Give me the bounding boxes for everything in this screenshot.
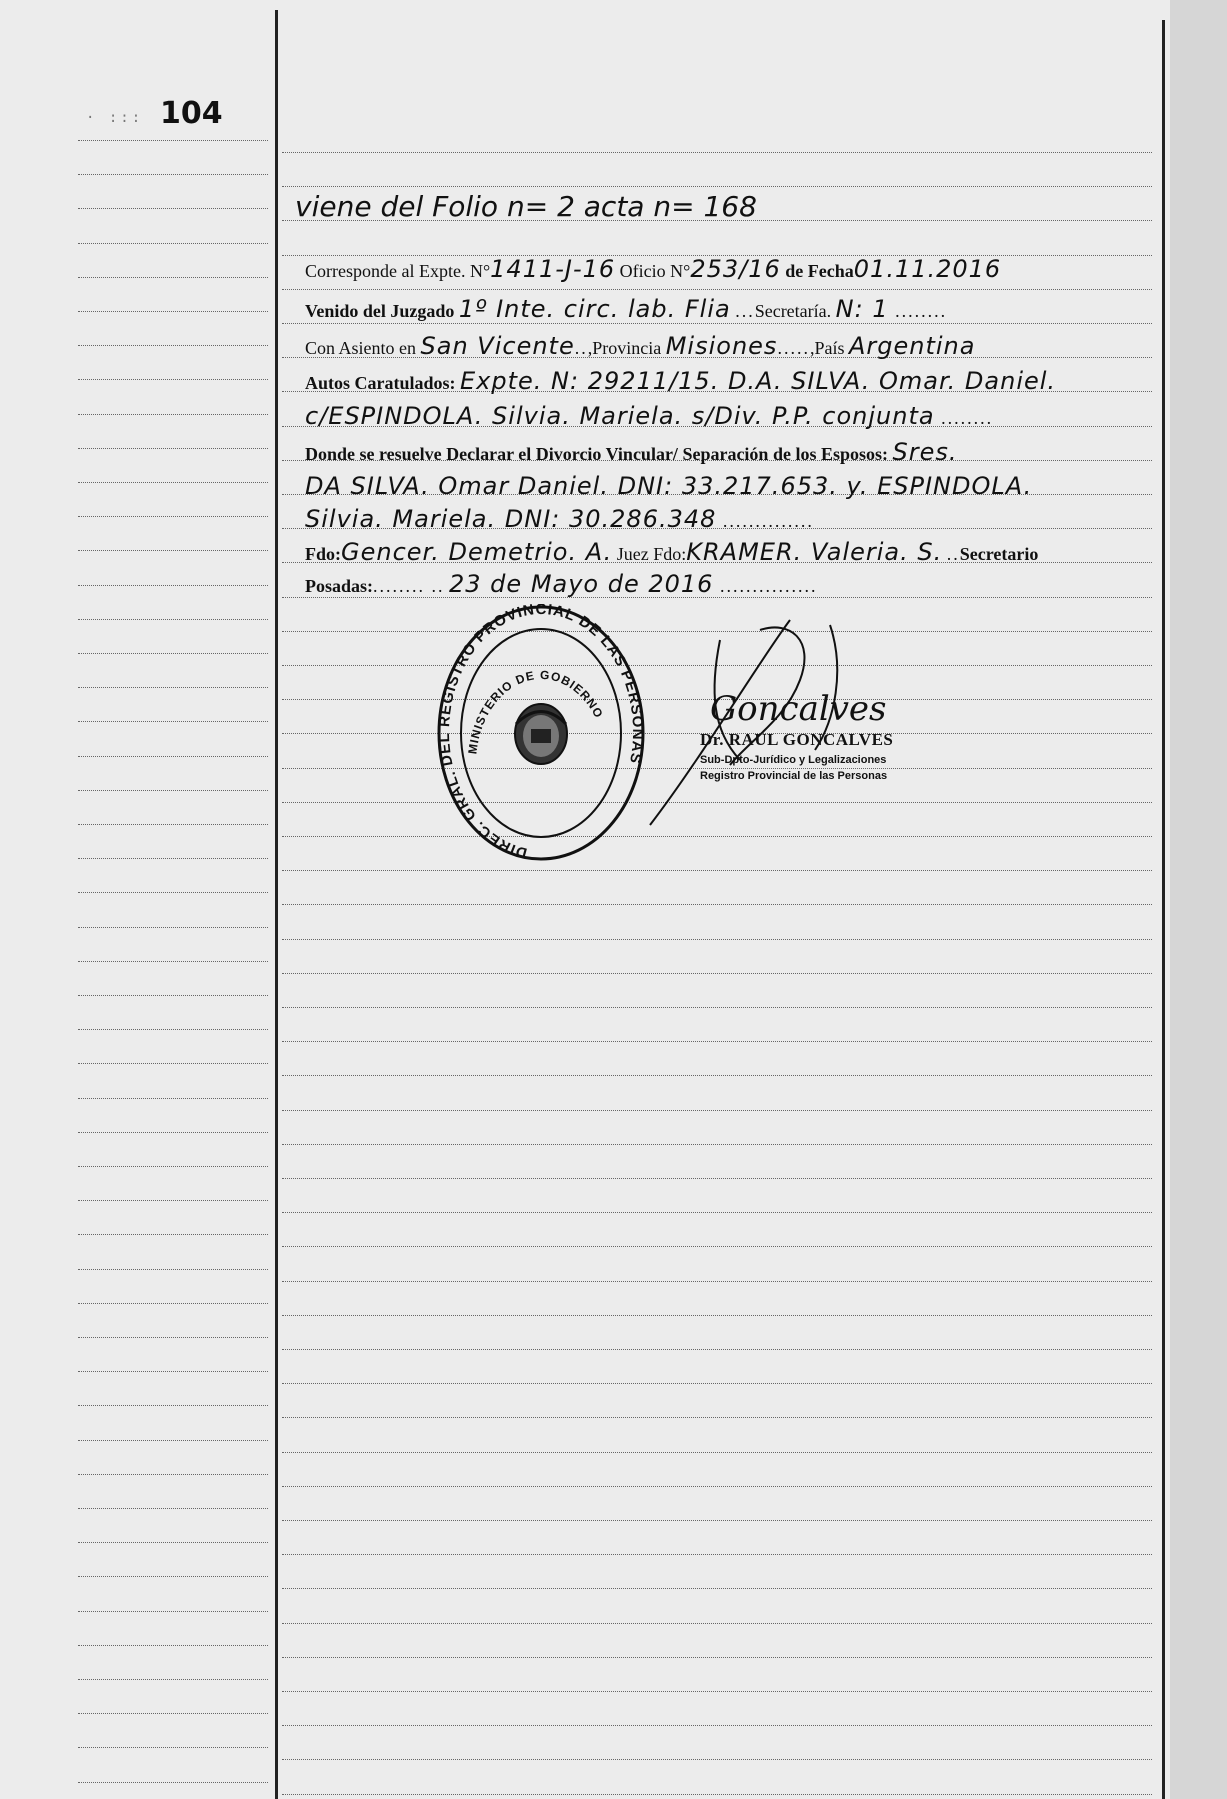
ruled-line-margin <box>78 550 268 551</box>
ruled-line-margin <box>78 414 268 415</box>
field-line-juzgado: Venido del Juzgado 1º Inte. circ. lab. Flia ...Secretaría. N: 1 ........ <box>305 295 948 323</box>
provincia-label: ,Provincia <box>587 338 662 358</box>
signature-script: Goncalves <box>710 689 887 729</box>
ruled-line <box>282 1075 1152 1076</box>
autos-value: Expte. N: 29211/15. D.A. SILVA. Omar. Daniel. <box>460 367 1057 395</box>
ruled-line-margin <box>78 790 268 791</box>
ruled-line-margin <box>78 1747 268 1748</box>
ruled-line <box>282 1725 1152 1726</box>
signer-organization: Registro Provincial de las Personas <box>700 770 888 782</box>
ruled-line-margin <box>78 1063 268 1064</box>
secretaria-value: N: 1 <box>835 295 889 323</box>
fdo-value: Gencer. Demetrio. A. <box>341 538 613 566</box>
asiento-value: San Vicente <box>420 332 575 360</box>
secretario-label: Secretario <box>959 544 1039 564</box>
posadas-label: Posadas: <box>305 576 374 596</box>
ruled-line-margin <box>78 1440 268 1441</box>
ruled-line-margin <box>78 1611 268 1612</box>
signature-block <box>700 730 893 782</box>
folio-number: 104 <box>160 96 223 131</box>
ruled-line-margin <box>78 927 268 928</box>
ruled-line <box>282 1520 1152 1521</box>
esposos-value-1: DA SILVA. Omar Daniel. DNI: 33.217.653. y. ESPINDOLA. <box>305 472 1033 500</box>
autos-value-cont: c/ESPINDOLA. Silvia. Mariela. s/Div. P.P. conjunta <box>305 402 935 430</box>
ruled-line-margin <box>78 1029 268 1030</box>
posadas-value: 23 de Mayo de 2016 <box>449 570 714 598</box>
ruled-line-margin <box>78 1508 268 1509</box>
ruled-line <box>282 152 1152 153</box>
fecha-value: 01.11.2016 <box>853 255 1002 283</box>
asiento-label: Con Asiento en <box>305 338 416 358</box>
ruled-line <box>282 1315 1152 1316</box>
ruled-line <box>282 289 1152 290</box>
ruled-line-margin <box>78 1200 268 1201</box>
ruled-line-margin <box>78 961 268 962</box>
field-line-asiento: Con Asiento en San Vicente..,Provincia Misiones.....,País Argentina <box>305 332 976 360</box>
ruled-line-margin <box>78 140 268 141</box>
ruled-line <box>282 1623 1152 1624</box>
right-margin-line <box>1162 20 1165 1799</box>
juez-value: KRAMER. Valeria. S. <box>686 538 943 566</box>
juzgado-value: 1º Inte. circ. lab. Flia <box>458 295 731 323</box>
ruled-line-margin <box>78 653 268 654</box>
ruled-line-margin <box>78 345 268 346</box>
ruled-line-margin <box>78 756 268 757</box>
resuelve-value: Sres. <box>892 438 958 466</box>
resuelve-label: Donde se resuelve Declarar el Divorcio Vincular/ Separación de los Esposos: <box>305 444 888 464</box>
adjacent-page-edge <box>1170 0 1227 1799</box>
ruled-line-margin <box>78 1234 268 1235</box>
ruled-line-margin <box>78 721 268 722</box>
ruled-line-margin <box>78 1713 268 1714</box>
ruled-line <box>282 1110 1152 1111</box>
ruled-line <box>282 1794 1152 1795</box>
ruled-line <box>282 973 1152 974</box>
ruled-line-margin <box>78 1269 268 1270</box>
ruled-line <box>282 1554 1152 1555</box>
ruled-line-margin <box>78 379 268 380</box>
field-line-autos-cont: c/ESPINDOLA. Silvia. Mariela. s/Div. P.P. conjunta ........ <box>305 402 994 430</box>
official-seal <box>436 604 646 862</box>
ruled-line-margin <box>78 1645 268 1646</box>
ruled-line <box>282 1212 1152 1213</box>
ruled-line <box>282 323 1152 324</box>
ruled-line-margin <box>78 858 268 859</box>
ruled-line <box>282 186 1152 187</box>
ruled-line-margin <box>78 1405 268 1406</box>
ruled-line <box>282 1417 1152 1418</box>
pais-label: ,País <box>809 338 845 358</box>
ruled-line-margin <box>78 892 268 893</box>
signer-name: Dr. RAUL GONCALVES <box>700 730 894 749</box>
folio-marks: · ::: <box>86 110 144 126</box>
ruled-line <box>282 1007 1152 1008</box>
ruled-line-margin <box>78 1782 268 1783</box>
autos-label: Autos Caratulados: <box>305 373 456 393</box>
esposos-value-2: Silvia. Mariela. DNI: 30.286.348 <box>305 505 717 533</box>
expte-label: Corresponde al Expte. N° <box>305 261 491 281</box>
juzgado-label: Venido del Juzgado <box>305 301 455 321</box>
ruled-line <box>282 1657 1152 1658</box>
ruled-line-margin <box>78 1132 268 1133</box>
ruled-line <box>282 1144 1152 1145</box>
oficio-value: 253/16 <box>690 255 781 283</box>
coat-of-arms-icon <box>515 704 567 764</box>
handwritten-signature <box>640 600 900 830</box>
ruled-line <box>282 1452 1152 1453</box>
ruled-line-margin <box>78 1303 268 1304</box>
ruled-line <box>282 1486 1152 1487</box>
ruled-line-margin <box>78 243 268 244</box>
ruled-line <box>282 1246 1152 1247</box>
ruled-line-margin <box>78 516 268 517</box>
juez-label: Juez Fdo: <box>616 544 687 564</box>
ruled-line-margin <box>78 174 268 175</box>
ruled-line-margin <box>78 1166 268 1167</box>
field-line-esposos-1 <box>305 472 1032 500</box>
ruled-line-margin <box>78 585 268 586</box>
seal-inner-text: MINISTERIO DE GOBIERNO <box>465 667 607 755</box>
ruled-line <box>282 1383 1152 1384</box>
ruled-line-margin <box>78 1542 268 1543</box>
fecha-label: de Fecha <box>785 261 854 281</box>
ruled-line <box>282 1759 1152 1760</box>
expte-value: 1411-J-16 <box>490 255 616 283</box>
ruled-line <box>282 1588 1152 1589</box>
ruled-line-margin <box>78 824 268 825</box>
ruled-line-margin <box>78 687 268 688</box>
ruled-line-margin <box>78 311 268 312</box>
field-line-firmas: Fdo:Gencer. Demetrio. A. Juez Fdo:KRAMER. Valeria. S. ..Secretario <box>305 538 1039 566</box>
secretaria-label: Secretaría <box>754 301 827 321</box>
ruled-line <box>282 1349 1152 1350</box>
pais-value: Argentina <box>848 332 976 360</box>
ruled-line-margin <box>78 995 268 996</box>
ruled-line <box>282 836 1152 837</box>
field-line-resuelve <box>305 438 957 466</box>
field-line-posadas: Posadas:........ .. 23 de Mayo de 2016 ............... <box>305 570 818 598</box>
ruled-line-margin <box>78 1337 268 1338</box>
signer-department: Sub-Dpto-Jurídico y Legalizaciones <box>700 754 887 766</box>
ruled-line-margin <box>78 482 268 483</box>
ruled-line-margin <box>78 1474 268 1475</box>
fdo-label: Fdo: <box>305 544 341 564</box>
ruled-line <box>282 870 1152 871</box>
ruled-line-margin <box>78 1371 268 1372</box>
ruled-line-margin <box>78 1679 268 1680</box>
ruled-line-margin <box>78 1576 268 1577</box>
field-line-expte <box>305 255 1001 283</box>
ruled-line <box>282 1281 1152 1282</box>
seal-outer-text: DIREC. GRAL. DEL REGISTRO PROVINCIAL DE LAS PERSONAS <box>436 604 646 862</box>
ruled-line <box>282 1691 1152 1692</box>
field-line-autos <box>305 367 1056 395</box>
ruled-line <box>282 939 1152 940</box>
provincia-value: Misiones <box>665 332 778 360</box>
heading-handwritten: viene del Folio n= 2 acta n= 168 <box>295 190 757 223</box>
margin-line <box>275 10 278 1799</box>
field-line-esposos-2: Silvia. Mariela. DNI: 30.286.348 .............. <box>305 505 814 533</box>
ruled-line-margin <box>78 277 268 278</box>
ruled-line-margin <box>78 619 268 620</box>
ruled-line <box>282 1178 1152 1179</box>
oficio-label: Oficio N° <box>619 261 691 281</box>
ruled-line-margin <box>78 208 268 209</box>
ruled-line-margin <box>78 448 268 449</box>
ruled-line <box>282 1041 1152 1042</box>
ruled-line <box>282 904 1152 905</box>
ruled-line-margin <box>78 1098 268 1099</box>
